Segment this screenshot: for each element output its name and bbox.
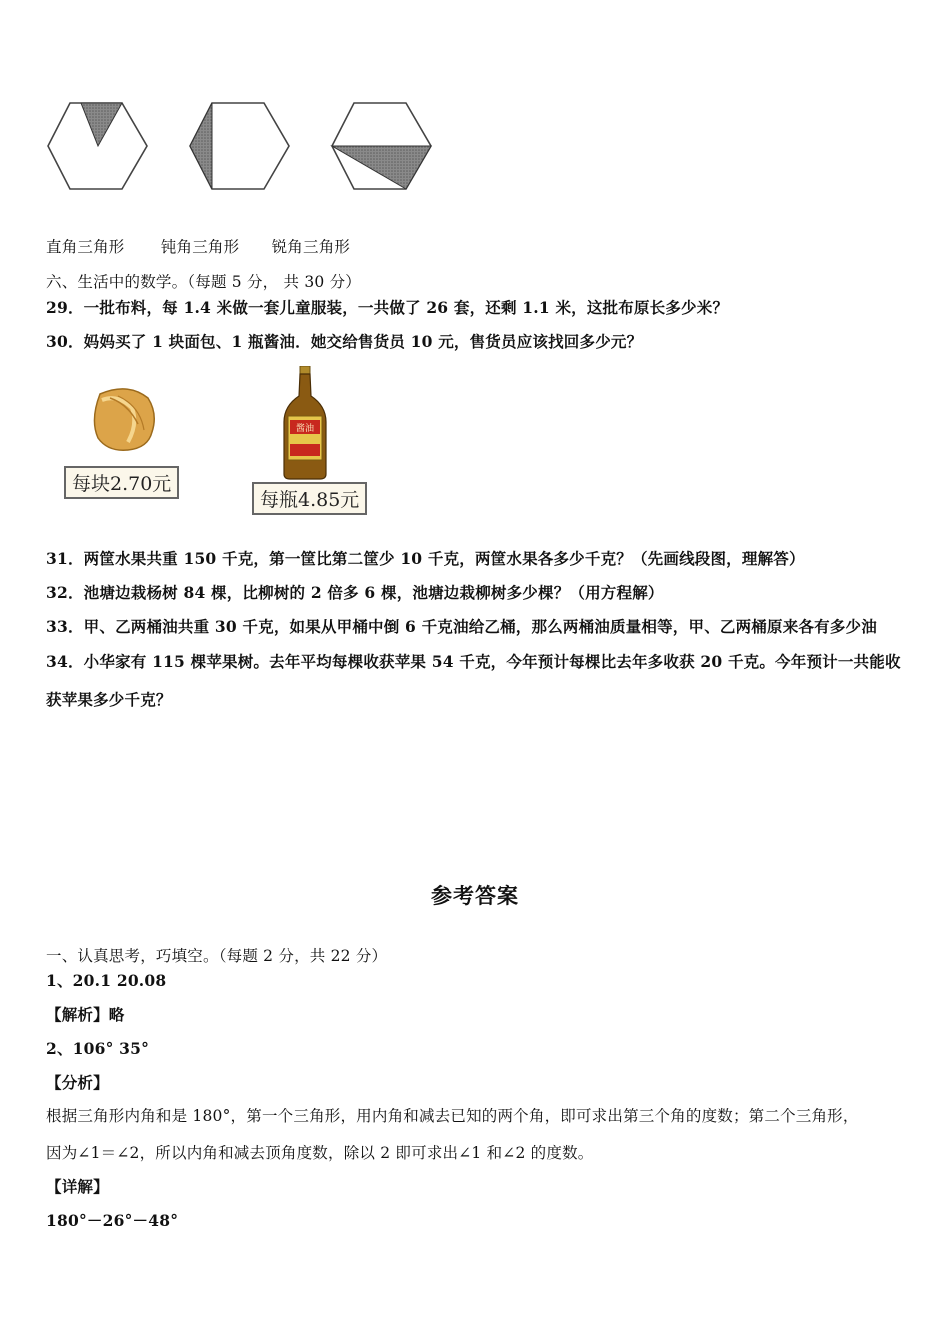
answer-1-analysis: 【解析】略 xyxy=(46,1005,125,1024)
answers-title: 参考答案 xyxy=(431,883,519,908)
question-30: 30．妈妈买了 1 块面包、1 瓶酱油．她交给售货员 10 元，售货员应该找回多少元？ xyxy=(46,332,643,351)
question-34-line2: 获苹果多少千克？ xyxy=(46,690,172,709)
answer-2-text-line1: 根据三角形内角和是 180°，第一个三角形，用内角和减去已知的两个角，即可求出第三个角的度数；第二个三角形， xyxy=(46,1107,859,1125)
label-acute-triangle: 锐角三角形 xyxy=(271,238,351,256)
label-obtuse-triangle: 钝角三角形 xyxy=(160,238,240,256)
question-34-line1: 34．小华家有 115 棵苹果树。去年平均每棵收获苹果 54 千克，今年预计每棵比去年多收获 20 千克。今年预计一共能收 xyxy=(46,652,901,671)
section6-heading: 六、生活中的数学。（每题 5 分， 共 30 分） xyxy=(46,273,361,291)
hexagon-figures-svg xyxy=(44,98,444,198)
answer-2-calc: 180°－26°－48° xyxy=(46,1211,179,1230)
bottle-label-text: 酱油 xyxy=(295,424,315,434)
hexagon-acute-triangle xyxy=(332,103,431,189)
label-right-triangle: 直角三角形 xyxy=(46,238,125,256)
question-33: 33．甲、乙两桶油共重 30 千克，如果从甲桶中倒 6 千克油给乙桶，那么两桶油质量相等，甲、乙两桶原来各有多少油 xyxy=(46,617,877,636)
question-31: 31．两筐水果共重 150 千克，第一筐比第二筐少 10 千克，两筐水果各多少千克？（先画线段图，理解答） xyxy=(46,549,805,568)
question-29: 29．一批布料，每 1.4 米做一套儿童服装，一共做了 26 套，还剩 1.1 米，这批布原长多少米？ xyxy=(46,298,729,317)
hexagon-figures xyxy=(44,98,444,202)
answer-2-fenxi: 【分析】 xyxy=(46,1073,109,1092)
answer-2-text-line2: 因为∠1＝∠2，所以内角和减去顶角度数，除以 2 即可求出∠1 和∠2 的度数。 xyxy=(46,1144,594,1162)
bread-picture xyxy=(88,384,160,460)
bread-price-tag: 每块2.70元 xyxy=(64,466,179,499)
triangle-labels xyxy=(46,235,350,257)
hexagon-right-triangle xyxy=(48,103,147,189)
answer-2-detail: 【详解】 xyxy=(46,1177,109,1196)
question-32: 32．池塘边栽杨树 84 棵，比柳树的 2 倍多 6 棵，池塘边栽柳树多少棵？（用方程解） xyxy=(46,583,664,602)
answers-section1: 一、认真思考，巧填空。（每题 2 分，共 22 分） xyxy=(46,947,388,965)
bottle-icon xyxy=(282,366,328,480)
answer-1: 1、20.1 20.08 xyxy=(46,971,167,990)
hexagon-obtuse-triangle xyxy=(190,103,289,189)
soy-sauce-bottle xyxy=(282,366,328,484)
bread-icon xyxy=(88,384,160,456)
answer-2: 2、106° 35° xyxy=(46,1039,150,1058)
bottle-price-tag: 每瓶4.85元 xyxy=(252,482,367,515)
